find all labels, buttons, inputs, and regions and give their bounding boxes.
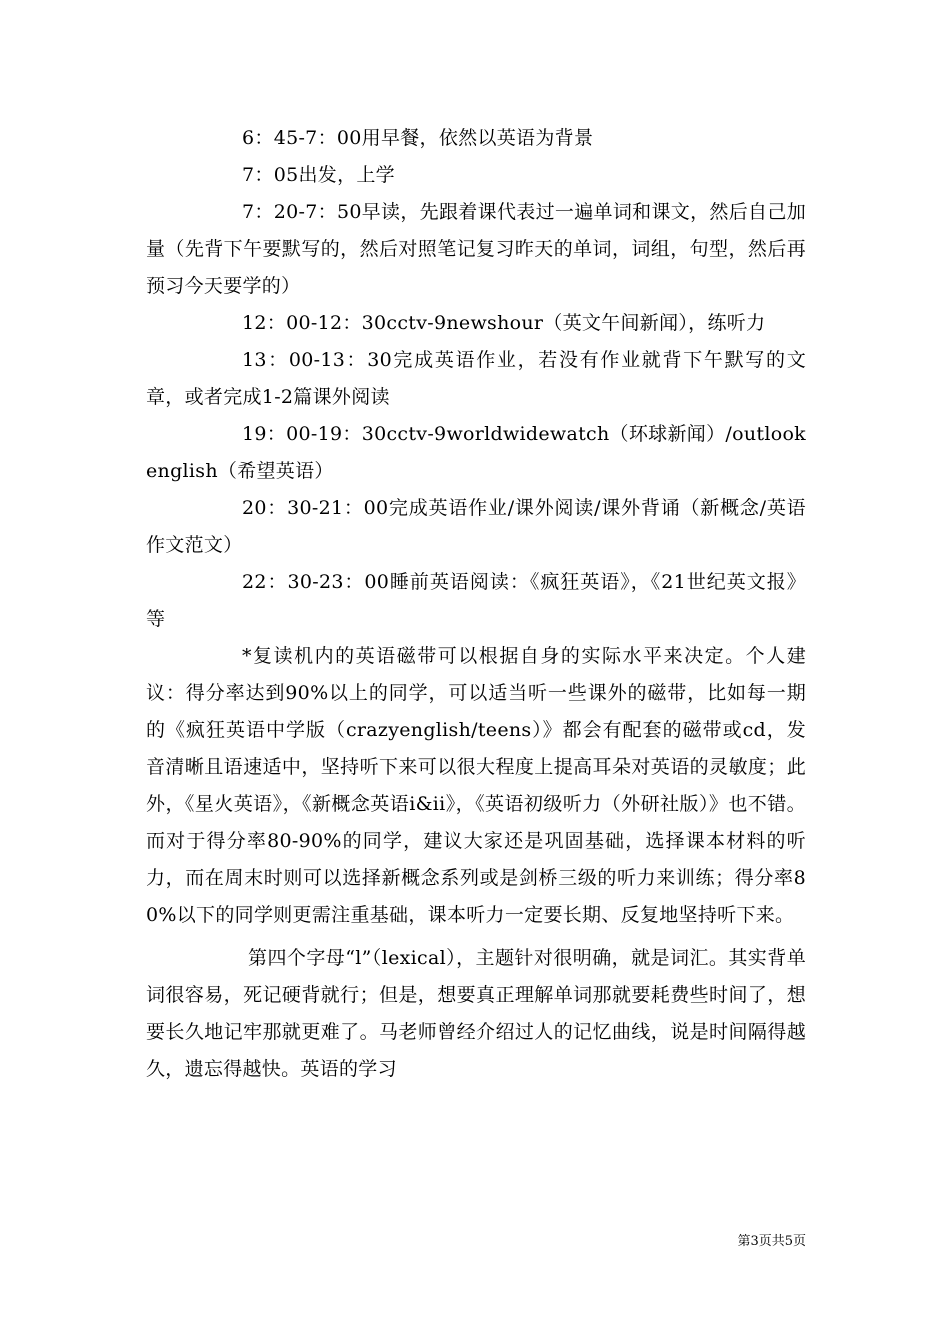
schedule-homework: 13：00-13：30完成英语作业，若没有作业就背下午默写的文章，或者完成1-2篇课外阅读 bbox=[146, 349, 806, 408]
document-body bbox=[146, 120, 806, 1088]
schedule-breakfast: 6：45-7：00用早餐，依然以英语为背景 bbox=[242, 127, 594, 149]
schedule-evening-study: 20：30-21：00完成英语作业/课外阅读/课外背诵（新概念/英语作文范文） bbox=[146, 497, 806, 556]
page-number: 第3页共5页 bbox=[737, 1234, 806, 1249]
schedule-evening-news: 19：00-19：30cctv-9worldwidewatch（环球新闻）/outlookenglish（希望英语） bbox=[146, 423, 806, 482]
tape-advice-paragraph: *复读机内的英语磁带可以根据自身的实际水平来决定。个人建议：得分率达到90%以上的同学，可以适当听一些课外的磁带，比如每一期的《疯狂英语中学版（crazyenglish/teens）》都会有配套的磁带或cd，发音清晰且语速适中，坚持听下来可以很大程度上提高耳朵对英语的灵敏度；此外，《星火英语》，《新概念英语i&ii》，《英语初级听力（外研社版）》也不错。而对于得分率80-90%的同学，建议大家还是巩固基础，选择课本材料的听力，而在周末时则可以选择新概念系列或是剑桥三级的听力来训练；得分率80%以下的同学则更需注重基础，课本听力一定要长期、反复地坚持听下来。 bbox=[146, 645, 806, 926]
schedule-morning-reading: 7：20-7：50早读，先跟着课代表过一遍单词和课文，然后自己加量（先背下午要默写的，然后对照笔记复习昨天的单词，词组，句型，然后再预习今天要学的） bbox=[146, 201, 806, 297]
schedule-noon-news: 12：00-12：30cctv-9newshour（英文午间新闻），练听力 bbox=[242, 312, 766, 334]
schedule-departure: 7：05出发，上学 bbox=[242, 164, 395, 186]
schedule-bedtime-reading: 22：30-23：00睡前英语阅读：《疯狂英语》，《21世纪英文报》等 bbox=[146, 571, 806, 630]
lexical-paragraph: 第四个字母“l”（lexical），主题针对很明确，就是词汇。其实背单词很容易，死记硬背就行；但是，想要真正理解单词那就要耗费些时间了，想要长久地记牢那就更难了。马老师曾经介绍过人的记忆曲线，说是时间隔得越久，遗忘得越快。英语的学习 bbox=[146, 947, 806, 1080]
